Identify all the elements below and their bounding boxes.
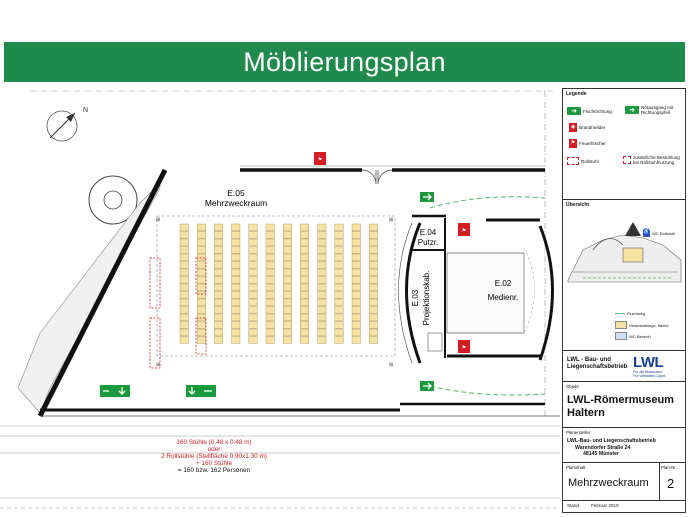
chair	[335, 262, 343, 269]
chair	[180, 224, 188, 231]
chair	[283, 292, 291, 299]
chair	[232, 307, 240, 314]
legend-rollstuhl: Rollstuhl	[581, 158, 599, 164]
chair	[335, 269, 343, 276]
chair	[232, 292, 240, 299]
chair	[300, 337, 308, 344]
chair	[335, 322, 343, 329]
overview-header: Übersicht	[566, 202, 590, 208]
chair	[197, 299, 205, 306]
chair	[214, 254, 222, 261]
chair	[180, 322, 188, 329]
chair	[352, 322, 360, 329]
chair	[318, 284, 326, 291]
plan-number-label: Plan-Nr.	[661, 465, 677, 470]
chair	[335, 299, 343, 306]
chair	[249, 299, 257, 306]
chair	[300, 269, 308, 276]
wheelchair-space-icon	[567, 157, 579, 165]
room-e03-id: E.03	[411, 289, 420, 307]
escape-route-bottom	[430, 386, 545, 395]
chair	[197, 329, 205, 336]
object-label: Objekt	[566, 384, 579, 389]
room-e02-id: E.02	[494, 279, 512, 288]
fire-alarm-icon: ◉	[570, 124, 576, 130]
chair	[335, 307, 343, 314]
exit-sign-icon	[100, 385, 130, 397]
chair	[283, 254, 291, 261]
chair	[266, 224, 274, 231]
chair	[335, 232, 343, 239]
chair	[369, 239, 377, 246]
chair	[180, 292, 188, 299]
chair	[180, 284, 188, 291]
extra-seating-icon	[623, 156, 631, 164]
chair	[318, 299, 326, 306]
chair	[197, 284, 205, 291]
chair	[266, 262, 274, 269]
chair	[318, 269, 326, 276]
chair	[232, 299, 240, 306]
chair	[232, 232, 240, 239]
chair	[283, 284, 291, 291]
capacity-line: = 160 bzw. 162 Personen	[177, 467, 251, 474]
chair	[352, 337, 360, 344]
chair	[300, 322, 308, 329]
chair	[266, 322, 274, 329]
capacity-line: + 160 Stühle	[195, 460, 233, 467]
room-e04-id: E.04	[419, 228, 437, 237]
north-arrow-icon	[47, 107, 88, 141]
chair	[300, 314, 308, 321]
chair	[318, 239, 326, 246]
chair	[283, 239, 291, 246]
chair	[369, 284, 377, 291]
chair	[283, 269, 291, 276]
chair	[283, 232, 291, 239]
capacity-line: oder	[207, 446, 221, 453]
legend-feuerloescher: Feuerlöscher	[579, 141, 606, 146]
org-tagline1: Für die Menschen.	[633, 370, 663, 374]
object-section	[563, 382, 685, 428]
room-e05-name: Mehrzweckraum	[204, 198, 268, 208]
chair	[249, 232, 257, 239]
chair	[369, 269, 377, 276]
chair	[214, 247, 222, 254]
floor-plan	[0, 88, 560, 518]
chair	[197, 292, 205, 299]
chair	[232, 337, 240, 344]
escape-route-top	[430, 197, 545, 208]
chair	[266, 314, 274, 321]
chair	[197, 254, 205, 261]
wheelchair-icon: ♿	[643, 229, 650, 235]
chair	[300, 262, 308, 269]
sheet-content: Mehrzweckraum	[568, 477, 649, 489]
chair	[283, 329, 291, 336]
chair	[266, 239, 274, 246]
chair	[249, 322, 257, 329]
chair	[300, 232, 308, 239]
sheet-label: Planinhalt	[566, 465, 586, 470]
chair	[318, 232, 326, 239]
chair	[249, 262, 257, 269]
chair	[352, 277, 360, 284]
chair	[266, 254, 274, 261]
org-tagline2: Für Westfalen-Lippe.	[633, 374, 667, 378]
chair	[300, 299, 308, 306]
chair	[369, 277, 377, 284]
chair-grid	[180, 224, 378, 343]
chair	[249, 314, 257, 321]
chair	[197, 277, 205, 284]
chair	[232, 277, 240, 284]
chair	[352, 329, 360, 336]
org-section	[563, 351, 685, 382]
chair	[335, 247, 343, 254]
planner-line1: LWL-Bau- und Liegenschaftsbetrieb	[567, 438, 656, 444]
chair	[180, 337, 188, 344]
chair	[197, 269, 205, 276]
chair	[300, 247, 308, 254]
chair	[318, 224, 326, 231]
chair	[335, 239, 343, 246]
chair	[335, 277, 343, 284]
chair	[283, 322, 291, 329]
chair	[318, 277, 326, 284]
chair	[352, 299, 360, 306]
chair	[197, 232, 205, 239]
chair	[335, 284, 343, 291]
lwl-logo: LWL	[633, 354, 664, 371]
chair	[232, 284, 240, 291]
chair	[249, 247, 257, 254]
chair	[232, 322, 240, 329]
overview-wc: WC Rollstuhl	[652, 231, 676, 236]
exit-sign-icon	[186, 385, 216, 397]
event-area-icon	[615, 321, 627, 329]
north-label: N	[83, 107, 89, 114]
chair	[352, 269, 360, 276]
overview-veranstaltung: Veranstaltungs- fläche	[629, 322, 669, 328]
wc-area-icon	[615, 332, 627, 340]
chair	[266, 247, 274, 254]
svg-text:⊞: ⊞	[389, 217, 394, 223]
chair	[214, 232, 222, 239]
overview-wcbereich: WC-Bereich	[629, 333, 651, 339]
exit-sign-icon	[420, 192, 434, 202]
chair	[266, 337, 274, 344]
chair	[335, 337, 343, 344]
legend-bestuhlung: zusätzliche Bestuhlung bei Rollstuhlnutzung	[632, 155, 680, 165]
svg-text:⚑: ⚑	[317, 157, 323, 163]
room-e04-name: Putzr.	[417, 238, 439, 247]
plan-title: Möblierungsplan	[243, 46, 446, 77]
chair	[197, 262, 205, 269]
chair	[232, 329, 240, 336]
wheelchair-space	[150, 258, 160, 308]
planner-line2: Warendorfer Straße 24	[575, 444, 631, 451]
chair	[335, 254, 343, 261]
planner-label: Planersteller	[566, 430, 591, 435]
chair	[300, 277, 308, 284]
chair	[369, 299, 377, 306]
title-block	[562, 88, 686, 513]
chair	[180, 277, 188, 284]
chair	[232, 254, 240, 261]
chair	[180, 299, 188, 306]
chair	[266, 299, 274, 306]
exit-arrow-icon: ➜	[567, 107, 581, 115]
overview-fluchtweg: Fluchtweg	[627, 311, 646, 316]
chair	[369, 337, 377, 344]
legend-notausgang: Notausgang mit Richtungspfeil	[641, 105, 674, 115]
chair	[318, 307, 326, 314]
chair	[249, 254, 257, 261]
sheet-section	[563, 463, 685, 501]
chair	[214, 284, 222, 291]
legend-brandmelder: Brandmelder	[579, 125, 606, 130]
chair	[249, 329, 257, 336]
chair	[249, 292, 257, 299]
chair	[352, 262, 360, 269]
legend-header: Legende	[566, 91, 587, 97]
chair	[180, 329, 188, 336]
chair	[266, 277, 274, 284]
exit-sign-icon	[420, 381, 434, 391]
object-name-line1: LWL-Römermuseum	[567, 394, 674, 406]
chair	[352, 224, 360, 231]
chair	[318, 314, 326, 321]
chair	[249, 239, 257, 246]
room-e02-name: Medienr.	[487, 293, 519, 302]
chair	[318, 247, 326, 254]
chair	[214, 239, 222, 246]
chair	[266, 307, 274, 314]
chair	[266, 292, 274, 299]
chair	[283, 314, 291, 321]
capacity-line: 160 Stühle (0.48 x 0.48 m)	[176, 439, 252, 446]
chair	[369, 292, 377, 299]
chair	[352, 239, 360, 246]
chair	[214, 307, 222, 314]
chair	[266, 269, 274, 276]
chair	[369, 322, 377, 329]
status-date: Februar 2010	[591, 503, 619, 508]
chair	[197, 322, 205, 329]
chair	[283, 277, 291, 284]
lower-ramp	[0, 426, 560, 508]
chair	[300, 239, 308, 246]
chair	[232, 262, 240, 269]
chair	[318, 262, 326, 269]
chair	[249, 337, 257, 344]
chair	[197, 247, 205, 254]
chair	[352, 232, 360, 239]
chair	[180, 239, 188, 246]
fire-extinguisher-icon	[458, 223, 470, 236]
chair	[232, 269, 240, 276]
chair	[249, 284, 257, 291]
chair	[180, 247, 188, 254]
planner-section	[563, 428, 685, 463]
chair	[300, 292, 308, 299]
chair	[180, 314, 188, 321]
capacity-line: 2 Rollstühle (Stellfläche 0.90x1.30 m)	[161, 453, 267, 460]
chair	[180, 254, 188, 261]
chair	[318, 322, 326, 329]
chair	[214, 269, 222, 276]
chair	[214, 329, 222, 336]
chair	[214, 322, 222, 329]
room-e03-name: Projektionskab.	[422, 270, 431, 326]
chair	[214, 299, 222, 306]
capacity-note	[161, 439, 267, 474]
chair	[214, 292, 222, 299]
chair	[369, 307, 377, 314]
chair	[335, 292, 343, 299]
overview-section	[563, 200, 685, 351]
chair	[369, 247, 377, 254]
chair	[180, 232, 188, 239]
planner-line3: 48145 Münster	[583, 451, 620, 457]
chair	[300, 284, 308, 291]
chair	[232, 239, 240, 246]
status-label: Stand	[567, 503, 580, 508]
chair	[335, 224, 343, 231]
chair	[249, 269, 257, 276]
chair	[214, 337, 222, 344]
chair	[283, 337, 291, 344]
room-e05-id: E.05	[227, 188, 245, 198]
object-name-line2: Haltern	[567, 407, 605, 419]
legend-fluchtrichtung: Fluchtrichtung	[583, 108, 612, 114]
chair	[266, 329, 274, 336]
chair	[335, 314, 343, 321]
chair	[300, 307, 308, 314]
title-banner	[4, 42, 685, 82]
chair	[283, 224, 291, 231]
chair	[369, 314, 377, 321]
chair	[180, 307, 188, 314]
chair	[232, 314, 240, 321]
fire-extinguisher-icon: ⚑	[570, 140, 576, 146]
chair	[197, 314, 205, 321]
chair	[214, 262, 222, 269]
chair	[369, 224, 377, 231]
chair	[369, 262, 377, 269]
chair	[180, 262, 188, 269]
chair	[197, 337, 205, 344]
chair	[197, 239, 205, 246]
chair	[283, 247, 291, 254]
chair	[352, 247, 360, 254]
chair	[318, 337, 326, 344]
chair	[249, 307, 257, 314]
chair	[300, 329, 308, 336]
chair	[318, 329, 326, 336]
diagonal-wall	[40, 170, 165, 416]
chair	[283, 307, 291, 314]
emergency-exit-icon: ➜	[625, 106, 639, 114]
chair	[369, 232, 377, 239]
chair	[266, 284, 274, 291]
org-line2: Liegenschaftsbetrieb	[567, 364, 628, 370]
chair	[283, 262, 291, 269]
legend-section	[563, 89, 685, 200]
chair	[197, 224, 205, 231]
overview-map	[563, 210, 685, 300]
chair	[232, 247, 240, 254]
chair	[352, 292, 360, 299]
svg-text:⊞: ⊞	[156, 362, 161, 368]
chair	[300, 224, 308, 231]
chair	[214, 277, 222, 284]
chair	[249, 224, 257, 231]
chair	[369, 329, 377, 336]
chair	[232, 224, 240, 231]
wheelchair-space	[150, 318, 160, 368]
chair	[300, 254, 308, 261]
chair	[266, 232, 274, 239]
chair	[369, 254, 377, 261]
fire-extinguisher-icon	[314, 152, 326, 165]
fire-extinguisher-icon	[458, 340, 470, 353]
chair	[249, 277, 257, 284]
svg-text:⊞: ⊞	[389, 362, 394, 368]
chair	[352, 254, 360, 261]
escape-route-icon	[615, 313, 625, 314]
chair	[352, 314, 360, 321]
chair	[214, 224, 222, 231]
chair	[335, 329, 343, 336]
chair	[197, 307, 205, 314]
chair	[214, 314, 222, 321]
org-line1: LWL - Bau- und	[567, 357, 611, 363]
chair	[318, 292, 326, 299]
chair	[352, 307, 360, 314]
chair	[352, 284, 360, 291]
chair	[318, 254, 326, 261]
svg-text:⊞: ⊞	[156, 217, 161, 223]
chair	[283, 299, 291, 306]
svg-text:⚑: ⚑	[461, 228, 467, 234]
chair	[180, 269, 188, 276]
svg-text:⚑: ⚑	[461, 345, 467, 351]
plan-number: 2	[667, 476, 675, 491]
